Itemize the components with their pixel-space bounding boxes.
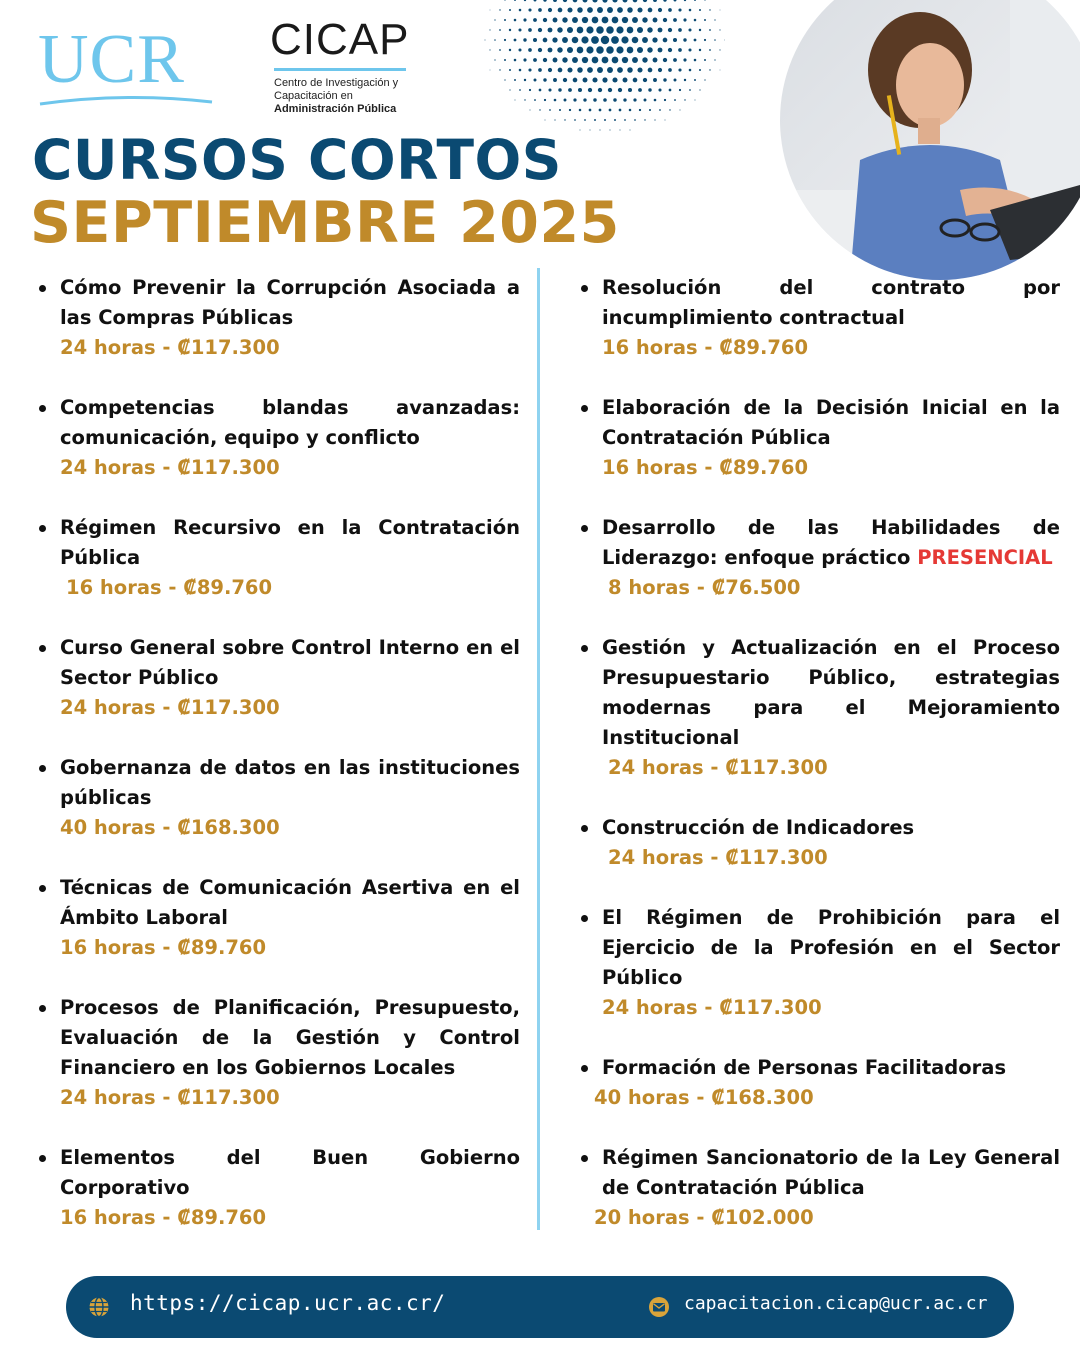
- cicap-logo: [270, 14, 410, 124]
- course-item: [36, 873, 520, 963]
- course-price: 20 horas - ₡102.000: [594, 1206, 814, 1229]
- ucr-logo-text: UCR: [38, 21, 185, 98]
- email-link[interactable]: capacitacion.cicap@ucr.ac.cr: [684, 1293, 988, 1314]
- course-price: 24 horas - ₡117.300: [608, 846, 828, 869]
- course-name: Gobernanza de datos en las instituciones públicas: [60, 756, 520, 809]
- course-name: El Régimen de Prohibición para el Ejercicio de la Profesión en el Sector Público: [602, 906, 1060, 989]
- course-price: 40 horas - ₡168.300: [60, 816, 280, 839]
- contact-footer: [66, 1276, 1014, 1338]
- course-name: Elaboración de la Decisión Inicial en la Contratación Pública: [602, 396, 1060, 449]
- course-name: Gestión y Actualización en el Proceso Presupuestario Público, estrategias modernas para el Mejoramiento Institucional: [602, 636, 1060, 749]
- course-price: 24 horas - ₡117.300: [60, 336, 280, 359]
- page-title: CURSOS CORTOS: [32, 128, 562, 192]
- course-name: Cómo Prevenir la Corrupción Asociada a las Compras Públicas: [60, 276, 520, 329]
- course-item: [578, 273, 1060, 363]
- presencial-tag: PRESENCIAL: [917, 546, 1053, 569]
- course-name: Construcción de Indicadores: [602, 816, 915, 839]
- course-name: Técnicas de Comunicación Asertiva en el Ámbito Laboral: [60, 876, 520, 929]
- page-subtitle: SEPTIEMBRE 2025: [30, 190, 620, 256]
- course-price: 24 horas - ₡117.300: [60, 456, 280, 479]
- course-item: [36, 1143, 520, 1233]
- course-price: 24 horas - ₡117.300: [60, 696, 280, 719]
- course-name: Procesos de Planificación, Presupuesto, Evaluación de la Gestión y Control Financiero en los Gobiernos Locales: [60, 996, 520, 1079]
- ucr-logo: [38, 22, 218, 108]
- course-item: [578, 813, 1060, 873]
- course-name: Régimen Sancionatorio de la Ley General de Contratación Pública: [602, 1146, 1060, 1199]
- course-item: [36, 393, 520, 483]
- course-price: 24 horas - ₡117.300: [608, 756, 828, 779]
- course-item: [578, 393, 1060, 483]
- course-name: Curso General sobre Control Interno en el Sector Público: [60, 636, 520, 689]
- course-price: 40 horas - ₡168.300: [594, 1086, 814, 1109]
- course-item: [578, 1143, 1060, 1233]
- course-name: Régimen Recursivo en la Contratación Pública: [60, 516, 520, 569]
- course-item: [578, 1053, 1060, 1113]
- course-price: 16 horas - ₡89.760: [602, 456, 809, 479]
- course-price: 24 horas - ₡117.300: [602, 996, 822, 1019]
- course-item: [36, 993, 520, 1113]
- course-name-text: Desarrollo de las Habilidades de Liderazgo: enfoque práctico: [602, 516, 1060, 569]
- course-item: [578, 513, 1060, 603]
- website-link[interactable]: https://cicap.ucr.ac.cr/: [130, 1291, 446, 1315]
- ucr-logo-arc: [38, 94, 214, 106]
- course-price: 16 horas - ₡89.760: [66, 576, 273, 599]
- left-course-list: [36, 273, 520, 1263]
- course-name: Resolución del contrato por incumplimiento contractual: [602, 276, 1060, 329]
- cicap-logo-rule: [274, 68, 406, 71]
- course-price: 16 horas - ₡89.760: [602, 336, 809, 359]
- cicap-subtitle-line1: Centro de Investigación y: [274, 77, 399, 89]
- course-item: [578, 633, 1060, 783]
- cicap-subtitle-line2: Capacitación en: [274, 90, 353, 102]
- course-price: 24 horas - ₡117.300: [60, 1086, 280, 1109]
- column-divider: [537, 268, 540, 1230]
- woman-laptop-photo: [780, 0, 1080, 280]
- course-item: [36, 273, 520, 363]
- globe-icon: [88, 1296, 110, 1318]
- cicap-subtitle-line3: Administración Pública: [274, 103, 397, 115]
- course-price: 8 horas - ₡76.500: [608, 576, 801, 599]
- course-name: Competencias blandas avanzadas: comunicación, equipo y conflicto: [60, 396, 520, 449]
- cicap-logo-text: CICAP: [270, 15, 410, 64]
- course-name: Elementos del Buen Gobierno Corporativo: [60, 1146, 520, 1199]
- course-price: 16 horas - ₡89.760: [60, 1206, 267, 1229]
- course-name: Formación de Personas Facilitadoras: [602, 1056, 1007, 1079]
- right-course-list: [578, 273, 1060, 1263]
- course-item: [36, 753, 520, 843]
- course-item: [36, 513, 520, 603]
- course-item: [36, 633, 520, 723]
- mail-icon: [648, 1296, 670, 1318]
- course-price: 16 horas - ₡89.760: [60, 936, 267, 959]
- course-item: [578, 903, 1060, 1023]
- course-name: [602, 513, 1060, 573]
